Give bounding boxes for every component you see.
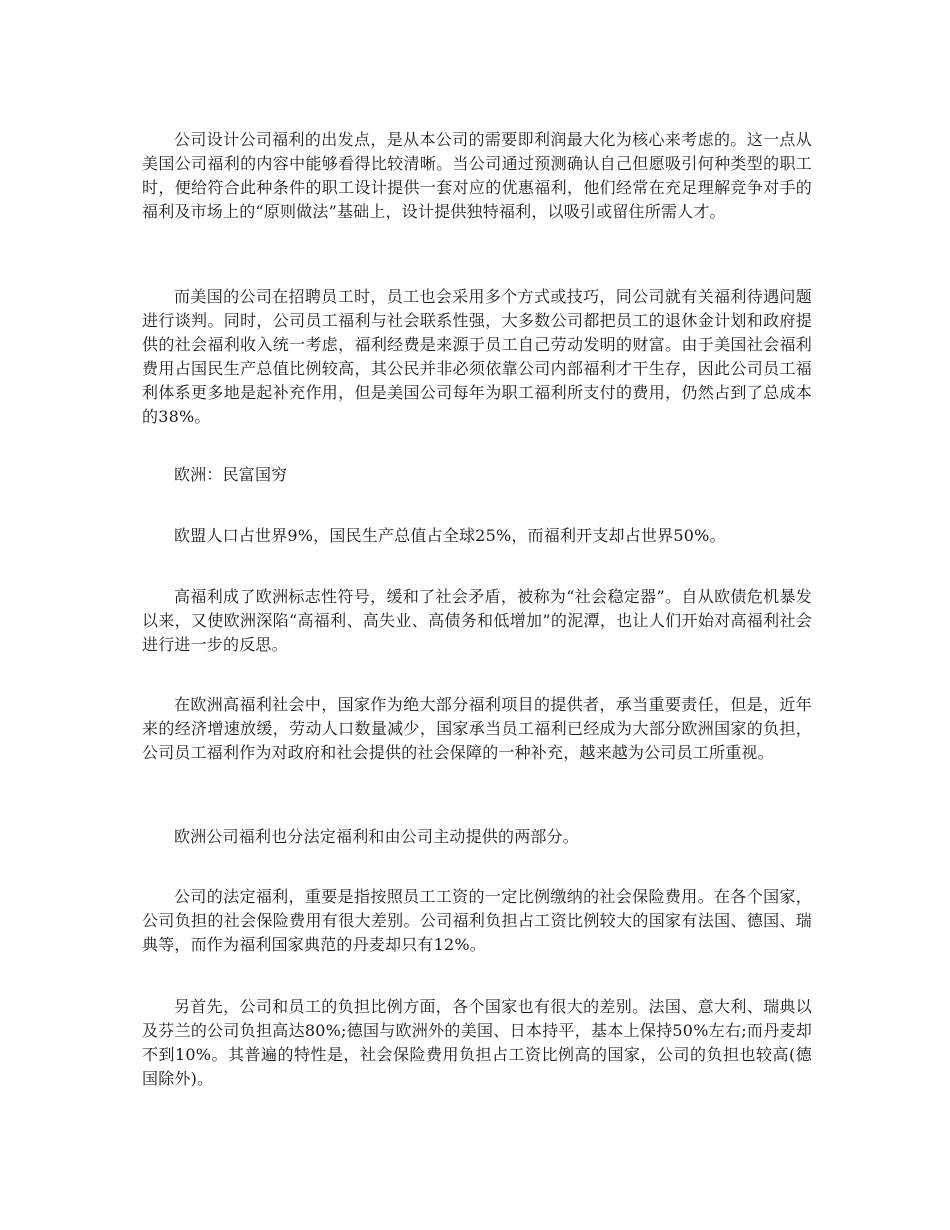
paragraph-burden-ratio: 另首先，公司和员工的负担比例方面，各个国家也有很大的差别。法国、意大利、瑞典以及芬兰的公司负担高达80%;德国与欧洲外的美国、日本持平，基本上保持50%左右;而丹麦却不到10%。其普遍的特性是，社会保险费用负担占工资比例高的国家，公司的负担也较高(德国除外)。 [142,997,812,1088]
paragraph-us-negotiation: 而美国的公司在招聘员工时，员工也会采用多个方式或技巧，同公司就有关福利待遇问题进行谈判。同时，公司员工福利与社会联系性强，大多数公司都把员工的退休金计划和政府提供的社会福利收入统一考虑，福利经费是来源于员工自己劳动发明的财富。由于美国社会福利费用占国民生产总值比例较高，其公民并非必须依靠公司内部福利才干生存，因此公司员工福利体系更多地是起补充作用，但是美国公司每年为职工福利所支付的费用，仍然占到了总成本的38%。 [142,287,812,426]
paragraph-state-burden: 在欧洲高福利社会中，国家作为绝大部分福利项目的提供者，承当重要责任，但是，近年来的经济增速放缓，劳动人口数量减少，国家承当员工福利已经成为大部分欧洲国家的负担，公司员工福利作为对政府和社会提供的社会保障的一种补充，越来越为公司员工所重视。 [142,695,812,762]
paragraph-high-welfare-symbol: 高福利成了欧洲标志性符号，缓和了社会矛盾，被称为“社会稳定器”。自从欧债危机暴发以来，又使欧洲深陷“高福利、高失业、高债务和低增加”的泥潭，也让人们开始对高福利社会进行进一步的反思。 [142,587,812,654]
paragraph-two-parts: 欧洲公司福利也分法定福利和由公司主动提供的两部分。 [174,827,580,846]
paragraph-us-welfare-design: 公司设计公司福利的出发点，是从本公司的需要即利润最大化为核心来考虑的。这一点从美国公司福利的内容中能够看得比较清晰。当公司通过预测确认自己但愿吸引何种类型的职工时，便给符合此种条件的职工设计提供一套对应的优惠福利，他们经常在充足理解竞争对手的福利及市场上的“原则做法”基础上，设计提供独特福利，以吸引或留住所需人才。 [142,130,812,221]
section-heading-europe: 欧洲：民富国穷 [174,465,288,484]
paragraph-statutory-welfare: 公司的法定福利，重要是指按照员工工资的一定比例缴纳的社会保险费用。在各个国家，公司负担的社会保险费用有很大差别。公司福利负担占工资比例较大的国家有法国、德国、瑞典等，而作为福利国家典范的丹麦却只有12%。 [142,887,812,954]
paragraph-eu-statistics: 欧盟人口占世界9%，国民生产总值占全球25%，而福利开支却占世界50%。 [174,526,726,545]
